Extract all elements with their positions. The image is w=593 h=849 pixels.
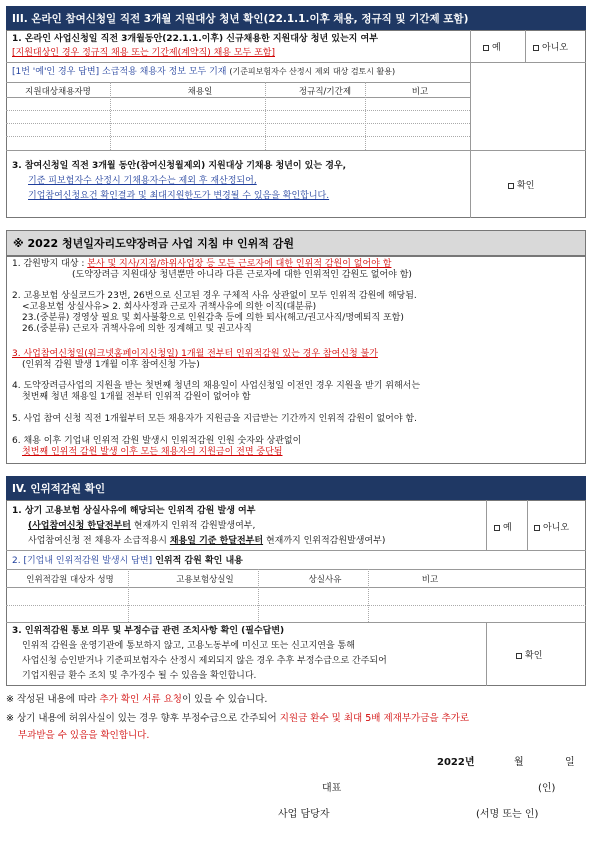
guide-title: ※ 2022 청년일자리도약장려금 사업 지침 中 인위적 감원 bbox=[13, 237, 295, 250]
section4-no-checkbox[interactable]: 아니오 bbox=[534, 520, 569, 533]
section4-q3-line4: 기업지원금 환수 조치 및 추가징수 될 수 있음을 확인합니다. bbox=[22, 671, 257, 681]
section4-confirm-checkbox[interactable]: 확인 bbox=[516, 648, 542, 661]
section3-yes-checkbox[interactable]: 예 bbox=[483, 40, 501, 53]
guide-item1: 1. 감원방지 대상 : 본사 및 지사/지점/하위사업장 등 모든 근로자에 대한 인위적 감원이 없어야 함 bbox=[12, 259, 392, 269]
section3-col-note: 비고 bbox=[411, 87, 429, 97]
guide-item2-line2: <고용보험 상실사유> 2. 회사사정과 근로자 귀책사유에 의한 이직(대분류) bbox=[22, 302, 317, 312]
section3-q3-line2: 기준 피보험자수 산정시 기채용자수는 제외 후 재산정되어, bbox=[28, 176, 257, 186]
guide-item3-line2: (인위적 감원 발생 1개월 이후 참여신청 가능) bbox=[22, 360, 200, 370]
footer-day: 일 bbox=[565, 757, 575, 768]
guide-item3-line1: 3. 사업참여신청일(워크넷홈페이지신청일) 1개월 전부터 인위적감원 있는 경우 참여신청 불가 bbox=[12, 349, 378, 359]
footer-note2: ※ 상기 내용에 허위사실이 있는 경우 향후 부정수급으로 간주되어 지원금 환수 및 최대 5배 제재부가금을 추가로 bbox=[6, 713, 470, 724]
section4-q3-line3: 사업신청 승인받거나 기준피보험자수 산정시 제외되지 않은 경우 추후 부정수급으로 간주되어 bbox=[22, 656, 387, 666]
section3-title: III. 온라인 참여신청일 직전 3개월 지원대상 청년 확인(22.1.1.이후 채용, 정규직 및 기간제 포함) bbox=[12, 12, 469, 25]
section4-col-name: 인위적감원 대상자 성명 bbox=[26, 575, 114, 585]
section4-col-note: 비고 bbox=[421, 575, 439, 585]
footer-year: 2022년 bbox=[437, 757, 475, 768]
section4-q1-line2: (사업참여신청 한달전부터 현재까지 인위적 감원발생여부, bbox=[28, 521, 256, 531]
section4-col-reason: 상실사유 bbox=[308, 575, 342, 585]
section3-q3-line3: 기업참여신청요건 확인결과 및 최대지원한도가 변경될 수 있음을 확인합니다. bbox=[28, 191, 330, 201]
section3-q2: [1번 '예'인 경우 답변] 소급적용 채용자 정보 모두 기재 (기준피보험자수 산정시 제외 대상 검토시 활용) bbox=[12, 67, 396, 77]
footer-note2-cont: 부과받을 수 있음을 확인합니다. bbox=[18, 730, 150, 741]
section3-col-name: 지원대상채용자명 bbox=[25, 87, 91, 97]
footer-note1: ※ 작성된 내용에 따라 추가 확인 서류 요청이 있을 수 있습니다. bbox=[6, 694, 268, 705]
section3-q1-note: [지원대상인 경우 정규직 채용 또는 기간제(계약직) 채용 모두 포함] bbox=[12, 48, 275, 58]
section3-q1: 1. 온라인 사업신청일 직전 3개월동안(22.1.1.이후) 신규채용한 지원대상 청년 있는지 여부 bbox=[12, 34, 378, 44]
guide-item1-note: (도약장려금 지원대상 청년뿐만 아니라 다른 근로자에 대한 인위적인 감원도 없어야 함) bbox=[72, 270, 412, 280]
section3-col-type: 정규직/기간제 bbox=[298, 87, 352, 97]
footer-rep: 대표 bbox=[322, 783, 342, 794]
section3-q3-line1: 3. 참여신청일 직전 3개월 동안(참여신청월제외) 지원대상 기채용 청년이 있는 경우, bbox=[12, 161, 346, 171]
section4-q1-line3: 사업참여신청 전 채용자 소급적용시 채용일 기준 한달전부터 현재까지 인위적감원발생여부) bbox=[28, 536, 386, 546]
guide-item2-line4: 26.(중분류) 근로자 귀책사유에 의한 징계해고 및 권고사직 bbox=[22, 324, 252, 334]
section4-q3-line2: 인위적 감원을 운영기관에 통보하지 않고, 고용노동부에 미신고 또는 신고지연을 통해 bbox=[22, 641, 355, 651]
section4-q2: 2. [기업내 인위적감원 발생시 답변] 인위적 감원 확인 내용 bbox=[12, 556, 243, 566]
section3-col-date: 채용일 bbox=[187, 87, 213, 97]
guide-item2-line1: 2. 고용보험 상실코드가 23번, 26번으로 신고된 경우 구체적 사유 상관없이 모두 인위적 감원에 해당됨. bbox=[12, 291, 417, 301]
section3-no-checkbox[interactable]: 아니오 bbox=[533, 40, 568, 53]
section4-title: IV. 인위적감원 확인 bbox=[12, 482, 105, 495]
guide-item6-line1: 6. 채용 이후 기업내 인위적 감원 발생시 인위적감원 인원 숫자와 상관없이 bbox=[12, 436, 302, 446]
guide-item4-line1: 4. 도약장려금사업의 지원을 받는 첫번째 청년의 채용일이 사업신청일 이전인 경우 지원을 받기 위해서는 bbox=[12, 381, 421, 391]
section4-q1-line1: 1. 상기 고용보험 상실사유에 해당되는 인위적 감원 발생 여부 bbox=[12, 506, 256, 516]
guide-item4-line2: 첫번째 청년 채용일 1개월 전부터 인위적 감원이 없어야 함 bbox=[22, 392, 251, 402]
guide-item5: 5. 사업 참여 신청 직전 1개월부터 모든 채용자가 지원금을 지급받는 기간까지 인위적 감원이 없어야 함. bbox=[12, 414, 417, 424]
section4-q3-line1: 3. 인위적감원 통보 의무 및 부정수급 관련 조치사항 확인 (필수답변) bbox=[12, 626, 285, 636]
guide-item6-line2: 첫번째 인위적 감원 발생 이후 모든 채용자의 지원금이 전면 중단됨 bbox=[22, 447, 283, 457]
section4-yes-checkbox[interactable]: 예 bbox=[494, 520, 512, 533]
section3-confirm-checkbox[interactable]: 확인 bbox=[508, 178, 534, 191]
footer-month: 월 bbox=[514, 757, 524, 768]
footer-staff: 사업 담당자 bbox=[278, 809, 330, 820]
section4-col-date: 고용보험상실일 bbox=[176, 575, 234, 585]
section4-header bbox=[6, 476, 586, 500]
footer-rep-seal[interactable]: (인) bbox=[538, 783, 556, 794]
footer-staff-seal[interactable]: (서명 또는 인) bbox=[476, 809, 539, 820]
guide-item2-line3: 23.(중분류) 경영상 필요 및 회사불황으로 인원감축 등에 의한 퇴사(해고/권고사직/명예퇴직 포함) bbox=[22, 313, 404, 323]
section3-header bbox=[6, 6, 586, 30]
guide-header bbox=[6, 230, 586, 256]
